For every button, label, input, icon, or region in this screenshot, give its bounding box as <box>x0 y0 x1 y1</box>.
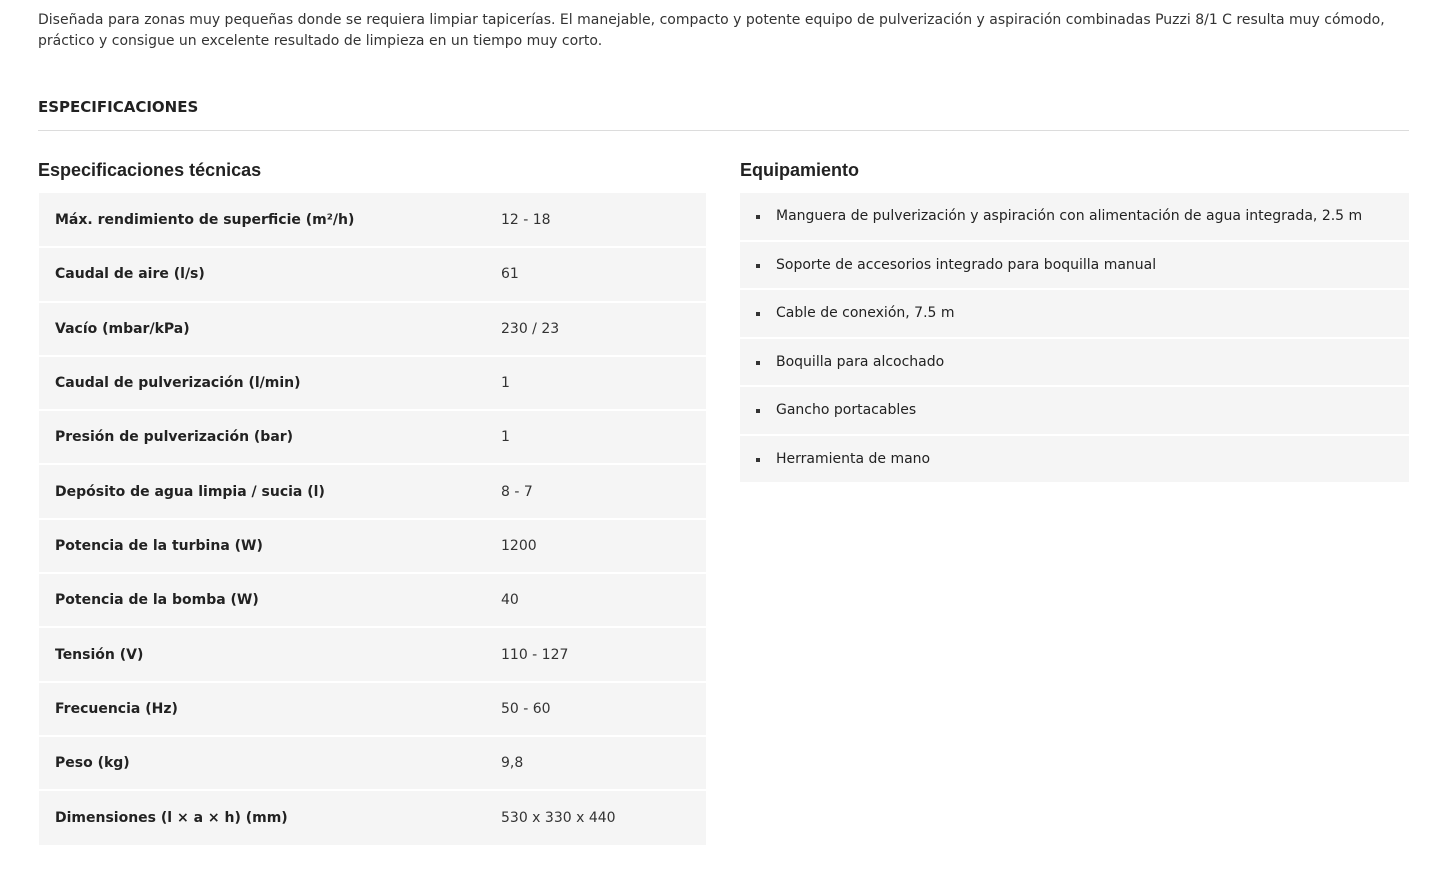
equipment-item-label: Cable de conexión, 7.5 m <box>776 305 955 322</box>
product-description: Diseñada para zonas muy pequeñas donde se requiera limpiar tapicerías. El manejable, compacto y potente equipo de pulverización y aspiración combinadas Puzzi 8/1 C resulta muy cómodo, práctico y consigue un excelente resultado de limpieza en un tiempo muy corto. <box>38 12 1385 49</box>
tech-specs-title: Especificaciones técnicas <box>38 160 262 180</box>
spec-value: 40 <box>501 573 706 627</box>
table-row <box>39 736 706 790</box>
spec-label: Caudal de aire (l/s) <box>39 247 501 301</box>
equipment-item-label: Gancho portacables <box>776 402 917 419</box>
spec-value: 530 x 330 x 440 <box>501 790 706 844</box>
spec-value: 1 <box>501 356 706 410</box>
list-item <box>740 193 1409 240</box>
table-row <box>39 573 706 627</box>
spec-label: Frecuencia (Hz) <box>39 682 501 736</box>
spec-value: 9,8 <box>501 736 706 790</box>
list-item <box>740 436 1409 483</box>
table-row <box>39 790 706 844</box>
table-row <box>39 410 706 464</box>
spec-label: Tensión (V) <box>39 627 501 681</box>
spec-value: 1 <box>501 410 706 464</box>
spec-label: Peso (kg) <box>39 736 501 790</box>
tech-specs-table <box>39 193 706 845</box>
spec-label: Potencia de la turbina (W) <box>39 519 501 573</box>
spec-value: 61 <box>501 247 706 301</box>
spec-label: Presión de pulverización (bar) <box>39 410 501 464</box>
list-item <box>740 339 1409 386</box>
spec-label: Dimensiones (l × a × h) (mm) <box>39 790 501 844</box>
table-row <box>39 627 706 681</box>
bullet-icon <box>756 264 760 268</box>
table-row <box>39 356 706 410</box>
section-divider <box>38 130 1409 131</box>
spec-value: 110 - 127 <box>501 627 706 681</box>
spec-label: Caudal de pulverización (l/min) <box>39 356 501 410</box>
list-item <box>740 290 1409 337</box>
table-row <box>39 193 706 247</box>
equipment-item-label: Manguera de pulverización y aspiración con alimentación de agua integrada, 2.5 m <box>776 208 1363 225</box>
bullet-icon <box>756 215 760 219</box>
bullet-icon <box>756 361 760 365</box>
bullet-icon <box>756 409 760 413</box>
equipment-item-label: Soporte de accesorios integrado para boquilla manual <box>776 256 1157 273</box>
table-row <box>39 247 706 301</box>
spec-value: 1200 <box>501 519 706 573</box>
equipment-title: Equipamiento <box>740 160 860 180</box>
bullet-icon <box>756 312 760 316</box>
list-item <box>740 387 1409 434</box>
list-item <box>740 242 1409 289</box>
equipment-item-label: Boquilla para alcochado <box>776 353 945 370</box>
bullet-icon <box>756 458 760 462</box>
spec-value: 230 / 23 <box>501 302 706 356</box>
equipment-list <box>740 193 1409 484</box>
spec-label: Máx. rendimiento de superficie (m²/h) <box>55 211 355 228</box>
spec-value: 8 - 7 <box>501 464 706 518</box>
spec-value: 50 - 60 <box>501 682 706 736</box>
section-title: ESPECIFICACIONES <box>38 98 199 116</box>
table-row <box>39 302 706 356</box>
table-row <box>39 519 706 573</box>
table-row <box>39 464 706 518</box>
spec-label: Potencia de la bomba (W) <box>39 573 501 627</box>
spec-label: Vacío (mbar/kPa) <box>39 302 501 356</box>
spec-value: 12 - 18 <box>501 211 551 228</box>
spec-label: Depósito de agua limpia / sucia (l) <box>39 464 501 518</box>
table-row <box>39 682 706 736</box>
equipment-item-label: Herramienta de mano <box>776 450 931 467</box>
